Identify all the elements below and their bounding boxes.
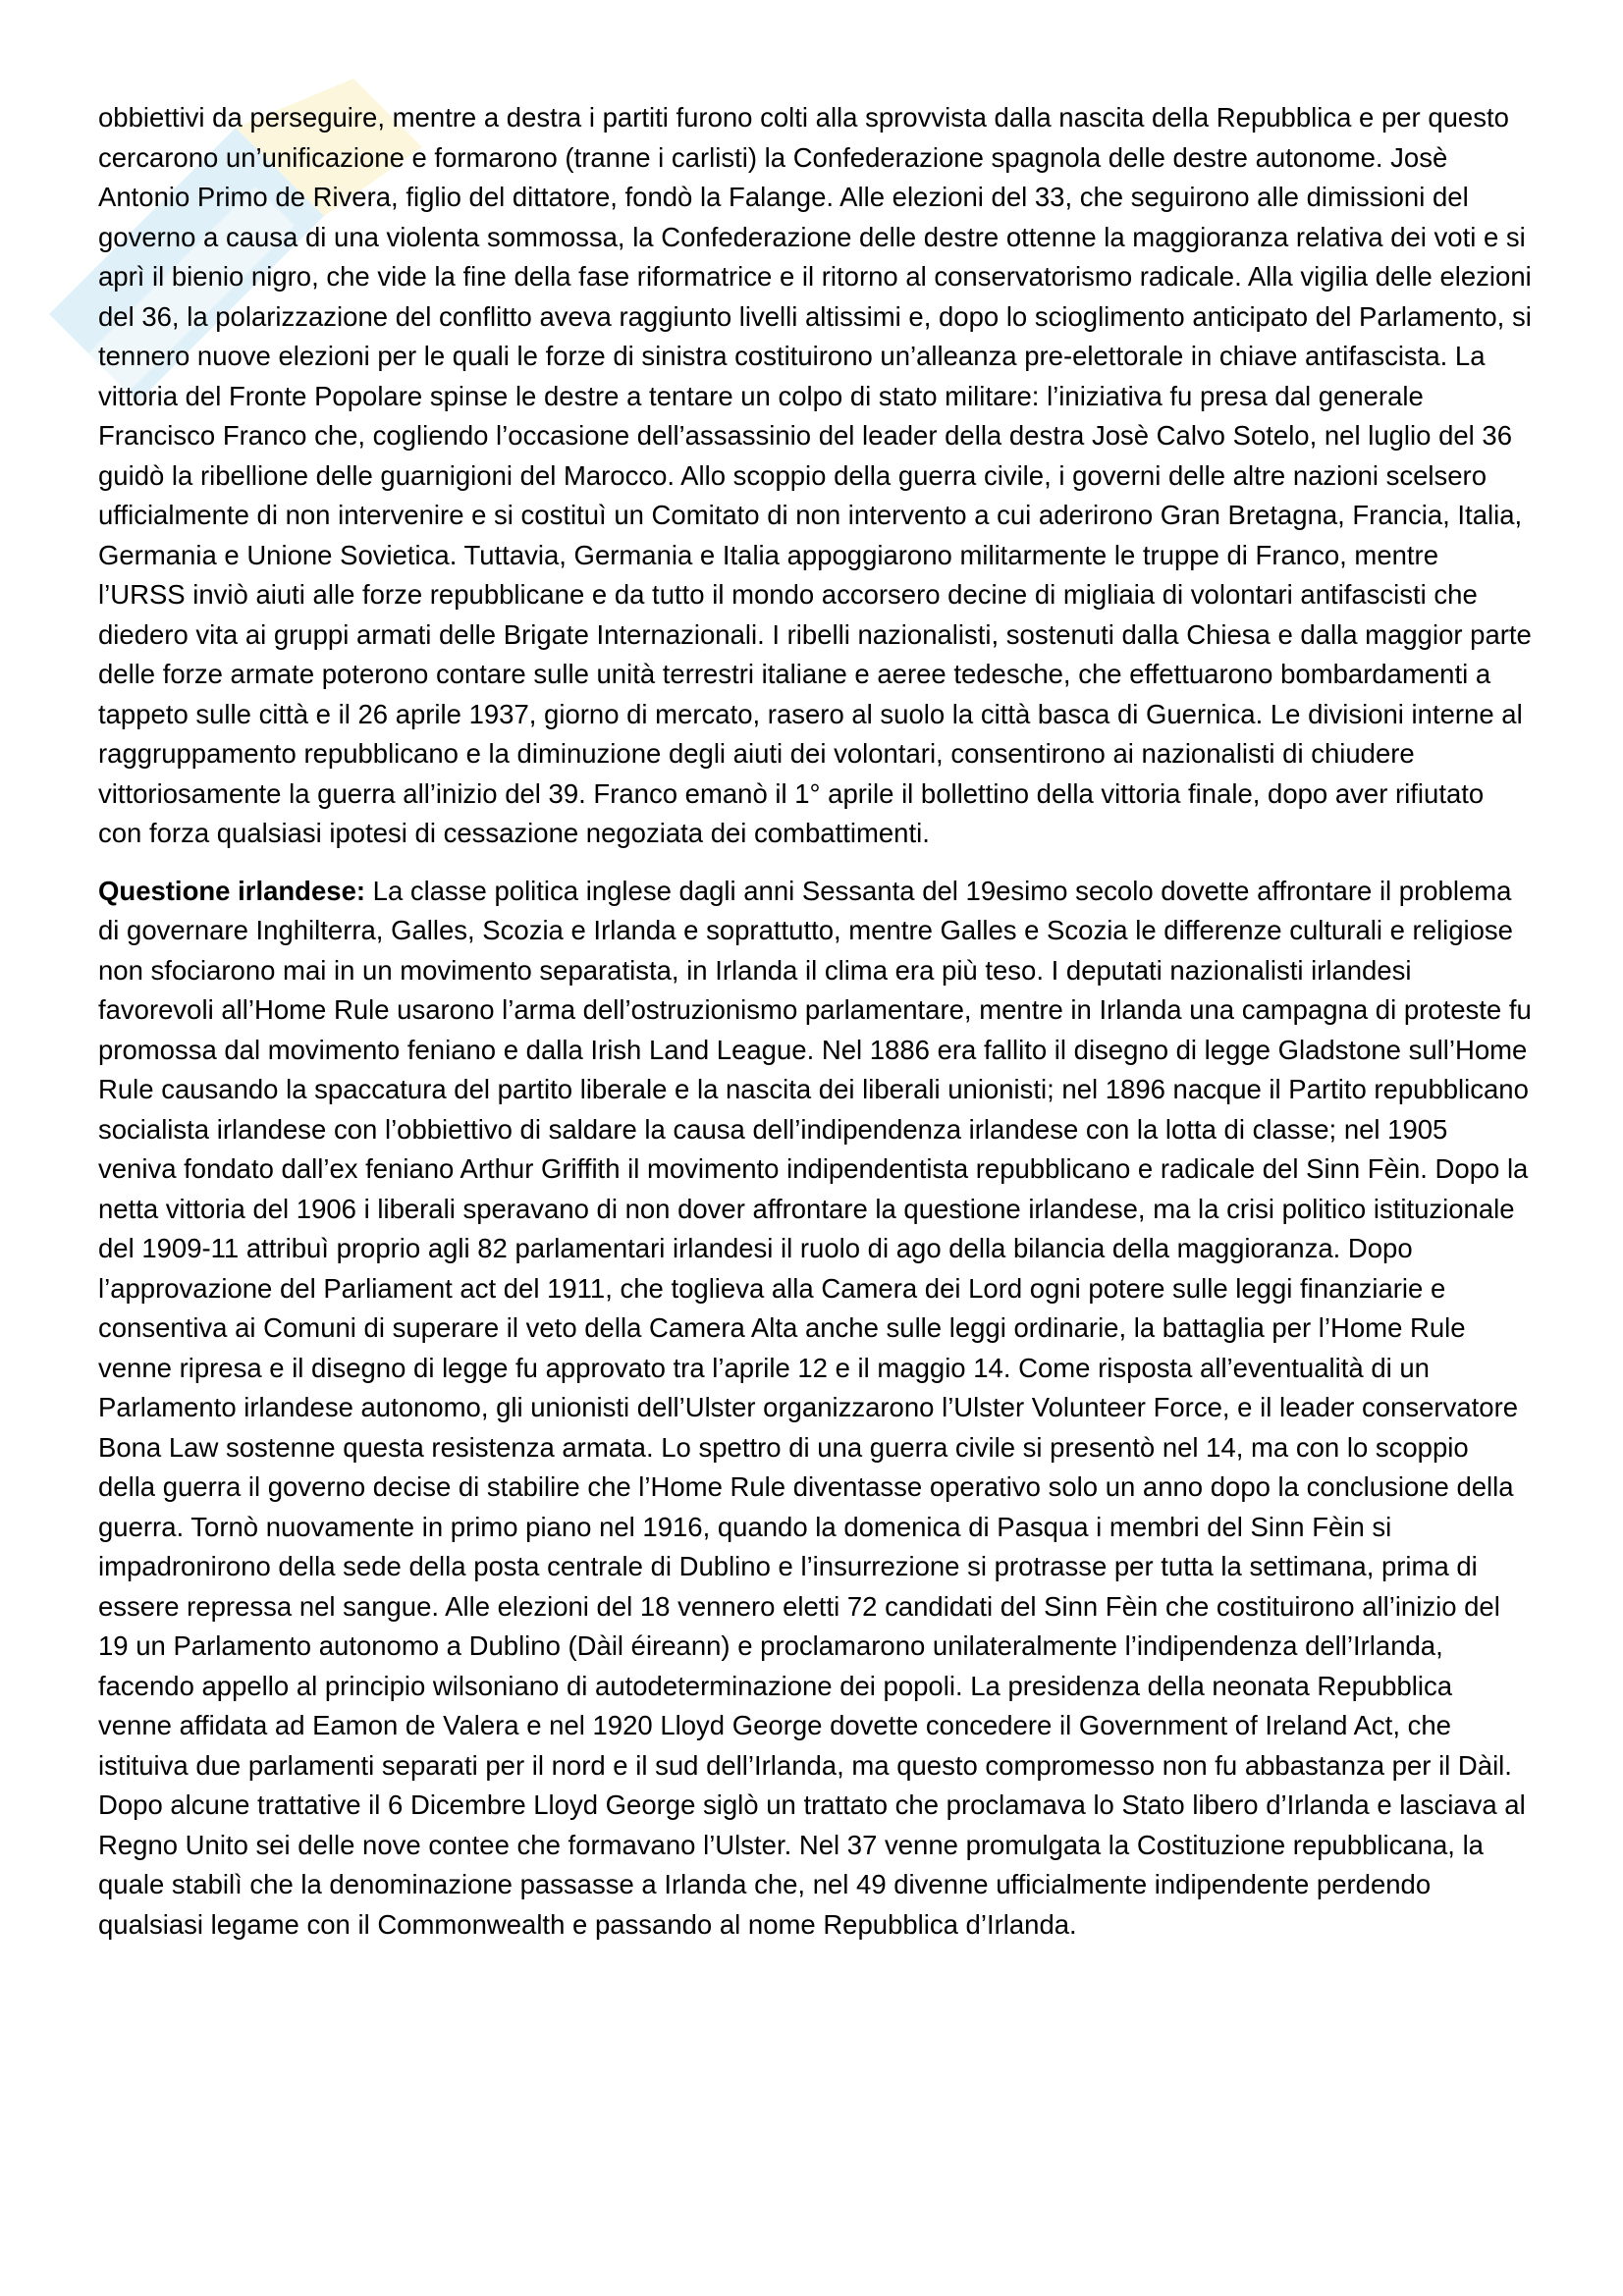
document-page xyxy=(98,98,1532,1945)
section-body-irish-question: La classe politica inglese dagli anni Sessanta del 19esimo secolo dovette affrontare il problema di governare Inghilterra, Galles, Scozia e Irlanda e soprattutto, mentre Galles e Scozia le differenze culturali e religiose non sfociarono mai in un movimento separatista, in Irlanda il clima era più teso. I deputati nazionalisti irlandesi favorevoli all’Home Rule usarono l’arma dell’ostruzionismo parlamentare, mentre in Irlanda una campagna di proteste fu promossa dal movimento feniano e dalla Irish Land League. Nel 1886 era fallito il disegno di legge Gladstone sull’Home Rule causando la spaccatura del partito liberale e la nascita dei liberali unionisti; nel 1896 nacque il Partito repubblicano socialista irlandese con l’obbiettivo di saldare la causa dell’indipendenza irlandese con la lotta di classe; nel 1905 veniva fondato dall’ex feniano Arthur Griffith il movimento indipendentista repubblicano e radicale del Sinn Fèin. Dopo la netta vittoria del 1906 i liberali speravano di non dover affrontare la questione irlandese, ma la crisi politico istituzionale del 1909-11 attribuì proprio agli 82 parlamentari irlandesi il ruolo di ago della bilancia della maggioranza. Dopo l’approvazione del Parliament act del 1911, che toglieva alla Camera dei Lord ogni potere sulle leggi finanziarie e consentiva ai Comuni di superare il veto della Camera Alta anche sulle leggi ordinarie, la battaglia per l’Home Rule venne ripresa e il disegno di legge fu approvato tra l’aprile 12 e il maggio 14. Come risposta all’eventualità di un Parlamento irlandese autonomo, gli unionisti dell’Ulster organizzarono l’Ulster Volunteer Force, e il leader conservatore Bona Law sostenne questa resistenza armata. Lo spettro di una guerra civile si presentò nel 14, ma con lo scoppio della guerra il governo decise di stabilire che l’Home Rule diventasse operativo solo un anno dopo la conclusione della guerra. Tornò nuovamente in primo piano nel 1916, quando la domenica di Pasqua i membri del Sinn Fèin si impadronirono della sede della posta centrale di Dublino e l’insurrezione si protrasse per tutta la settimana, prima di essere repressa nel sangue. Alle elezioni del 18 vennero eletti 72 candidati del Sinn Fèin che costituirono all’inizio del 19 un Parlamento autonomo a Dublino (Dàil éireann) e proclamarono unilateralmente l’indipendenza dell’Irlanda, facendo appello al principio wilsoniano di autodeterminazione dei popoli. La presidenza della neonata Repubblica venne affidata ad Eamon de Valera e nel 1920 Lloyd George dovette concedere il Government of Ireland Act, che istituiva due parlamenti separati per il nord e il sud dell’Irlanda, ma questo compromesso non fu abbastanza per il Dàil. Dopo alcune trattative il 6 Dicembre Lloyd George siglò un trattato che proclamava lo Stato libero d’Irlanda e lasciava al Regno Unito sei delle nove contee che formavano l’Ulster. Nel 37 venne promulgata la Costituzione repubblicana, la quale stabilì che la denominazione passasse a Irlanda che, nel 49 divenne ufficialmente indipendente perdendo qualsiasi legame con il Commonwealth e passando al nome Repubblica d’Irlanda. xyxy=(98,875,1532,1940)
paragraph-irish-question xyxy=(98,872,1532,1946)
paragraph-spanish-civil-war: obbiettivi da perseguire, mentre a destra i partiti furono colti alla sprovvista dalla nascita della Repubblica e per questo cercarono un’unificazione e formarono (tranne i carlisti) la Confederazione spagnola delle destre autonome. Josè Antonio Primo de Rivera, figlio del dittatore, fondò la Falange. Alle elezioni del 33, che seguirono alle dimissioni del governo a causa di una violenta sommossa, la Confederazione delle destre ottenne la maggioranza relativa dei voti e si aprì il bienio nigro, che vide la fine della fase riformatrice e il ritorno al conservatorismo radicale. Alla vigilia delle elezioni del 36, la polarizzazione del conflitto aveva raggiunto livelli altissimi e, dopo lo scioglimento anticipato del Parlamento, si tennero nuove elezioni per le quali le forze di sinistra costituirono un’alleanza pre-elettorale in chiave antifascista. La vittoria del Fronte Popolare spinse le destre a tentare un colpo di stato militare: l’iniziativa fu presa dal generale Francisco Franco che, cogliendo l’occasione dell’assassinio del leader della destra Josè Calvo Sotelo, nel luglio del 36 guidò la ribellione delle guarnigioni del Marocco. Allo scoppio della guerra civile, i governi delle altre nazioni scelsero ufficialmente di non intervenire e si costituì un Comitato di non intervento a cui aderirono Gran Bretagna, Francia, Italia, Germania e Unione Sovietica. Tuttavia, Germania e Italia appoggiarono militarmente le truppe di Franco, mentre l’URSS inviò aiuti alle forze repubblicane e da tutto il mondo accorsero decine di migliaia di volontari antifascisti che diedero vita ai gruppi armati delle Brigate Internazionali. I ribelli nazionalisti, sostenuti dalla Chiesa e dalla maggior parte delle forze armate poterono contare sulle unità terrestri italiane e aeree tedesche, che effettuarono bombardamenti a tappeto sulle città e il 26 aprile 1937, giorno di mercato, rasero al suolo la città basca di Guernica. Le divisioni interne al raggruppamento repubblicano e la diminuzione degli aiuti dei volontari, consentirono ai nazionalisti di chiudere vittoriosamente la guerra all’inizio del 39. Franco emanò il 1° aprile il bollettino della vittoria finale, dopo aver rifiutato con forza qualsiasi ipotesi di cessazione negoziata dei combattimenti. xyxy=(98,102,1532,848)
section-heading-irish-question: Questione irlandese: xyxy=(98,875,366,906)
